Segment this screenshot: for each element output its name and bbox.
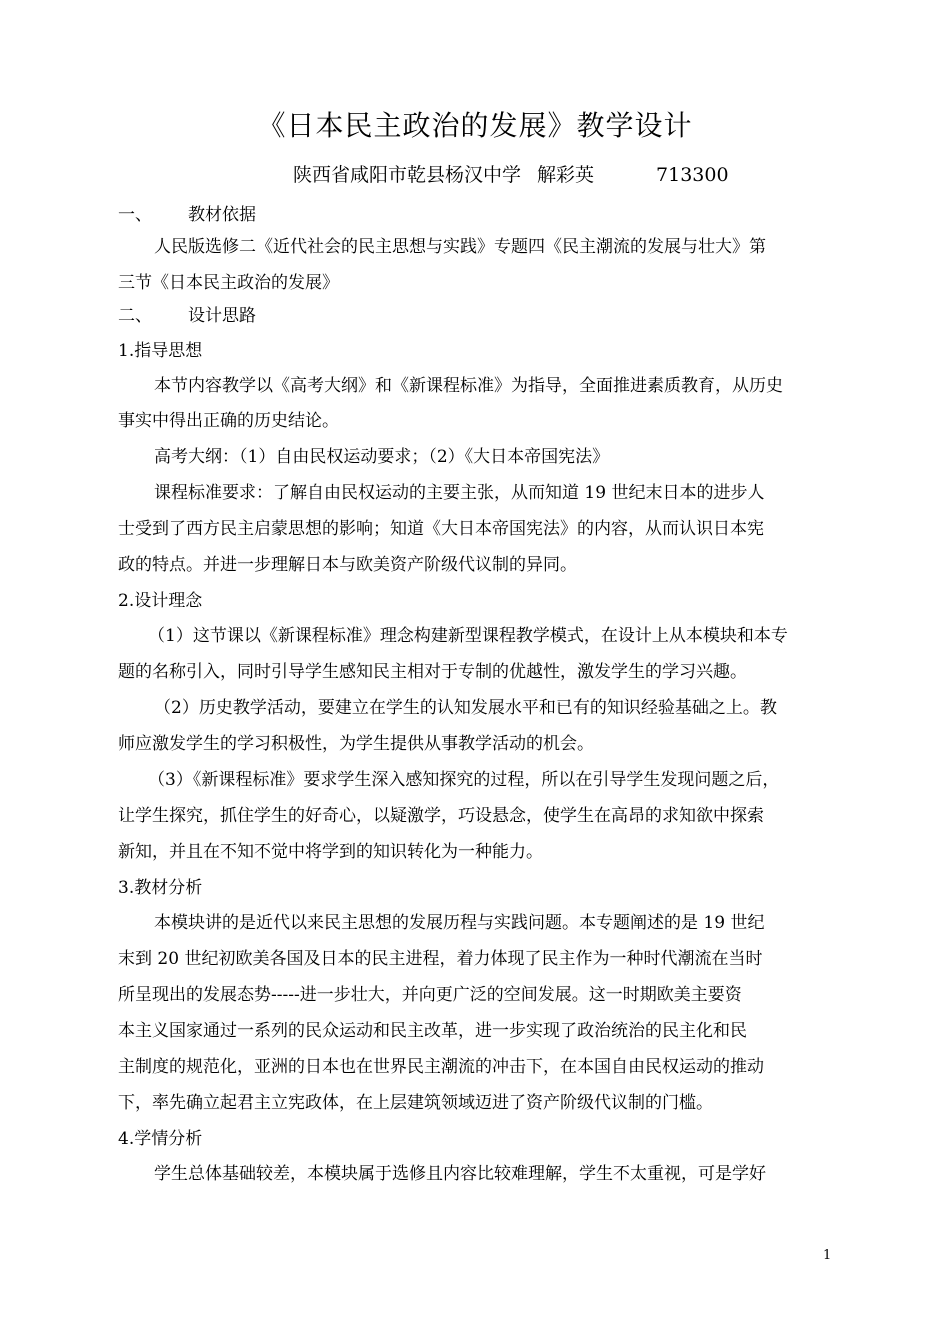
section-label: 设计思路 bbox=[188, 306, 256, 326]
paragraph-line: 本节内容教学以《高考大纲》和《新课程标准》为指导，全面推进素质教育，从历史 bbox=[154, 376, 783, 396]
paragraph-line: 末到 20 世纪初欧美各国及日本的民主进程，着力体现了民主作为一种时代潮流在当时 bbox=[118, 949, 763, 969]
author-postcode: 713300 bbox=[656, 164, 729, 186]
paragraph-line: 让学生探究，抓住学生的好奇心，以疑激学，巧设悬念，使学生在高昂的求知欲中探索 bbox=[118, 806, 764, 826]
paragraph-line: 课程标准要求：了解自由民权运动的主要主张，从而知道 19 世纪末日本的进步人 bbox=[154, 483, 765, 503]
paragraph-line: 高考大纲：（1）自由民权运动要求；（2）《大日本帝国宪法》 bbox=[154, 447, 610, 467]
paragraph-line: 三节《日本民主政治的发展》 bbox=[118, 273, 339, 293]
author-school: 陕西省咸阳市乾县杨汉中学 bbox=[293, 164, 522, 186]
paragraph-line: 本主义国家通过一系列的民众运动和民主改革，进一步实现了政治统治的民主化和民 bbox=[118, 1021, 747, 1041]
paragraph-line: 学生总体基础较差，本模块属于选修且内容比较难理解，学生不太重视，可是学好 bbox=[154, 1164, 766, 1184]
paragraph-line: 政的特点。并进一步理解日本与欧美资产阶级代议制的异同。 bbox=[118, 555, 577, 575]
paragraph-line: 主制度的规范化，亚洲的日本也在世界民主潮流的冲击下，在本国自由民权运动的推动 bbox=[118, 1057, 764, 1077]
subheading-design-concept: 2.设计理念 bbox=[118, 591, 203, 611]
author-name: 解彩英 bbox=[537, 164, 595, 186]
author-line bbox=[293, 160, 729, 187]
subheading-guiding-thought: 1.指导思想 bbox=[118, 341, 203, 361]
paragraph-line: （1）这节课以《新课程标准》理念构建新型课程教学模式，在设计上从本模块和本专 bbox=[148, 626, 788, 646]
paragraph-line: 题的名称引入，同时引导学生感知民主相对于专制的优越性，激发学生的学习兴趣。 bbox=[118, 662, 747, 682]
paragraph-line: 所呈现出的发展态势-----进一步壮大，并向更广泛的空间发展。这一时期欧美主要资 bbox=[118, 985, 742, 1005]
document-title: 《日本民主政治的发展》教学设计 bbox=[257, 109, 693, 142]
paragraph-line: 下，率先确立起君主立宪政体，在上层建筑领域迈进了资产阶级代议制的门槛。 bbox=[118, 1093, 713, 1113]
paragraph-line: （2）历史教学活动，要建立在学生的认知发展水平和已有的知识经验基础之上。教 bbox=[154, 698, 777, 718]
paragraph-line: 士受到了西方民主启蒙思想的影响；知道《大日本帝国宪法》的内容，从而认识日本宪 bbox=[118, 519, 764, 539]
paragraph-line: （3）《新课程标准》要求学生深入感知探究的过程，所以在引导学生发现问题之后， bbox=[148, 770, 780, 790]
section-label: 教材依据 bbox=[188, 205, 256, 225]
section-number: 二、 bbox=[118, 306, 152, 326]
page-number: 1 bbox=[823, 1248, 832, 1263]
subheading-textbook-analysis: 3.教材分析 bbox=[118, 878, 203, 898]
subheading-student-analysis: 4.学情分析 bbox=[118, 1129, 203, 1149]
paragraph-line: 新知，并且在不知不觉中将学到的知识转化为一种能力。 bbox=[118, 842, 543, 862]
paragraph-line: 师应激发学生的学习积极性，为学生提供从事教学活动的机会。 bbox=[118, 734, 594, 754]
paragraph-line: 本模块讲的是近代以来民主思想的发展历程与实践问题。本专题阐述的是 19 世纪 bbox=[154, 913, 765, 933]
section-heading-2 bbox=[118, 297, 834, 335]
paragraph-line: 人民版选修二《近代社会的民主思想与实践》专题四《民主潮流的发展与壮大》第 bbox=[154, 237, 766, 257]
paragraph-line: 事实中得出正确的历史结论。 bbox=[118, 411, 339, 431]
section-number: 一、 bbox=[118, 205, 152, 225]
